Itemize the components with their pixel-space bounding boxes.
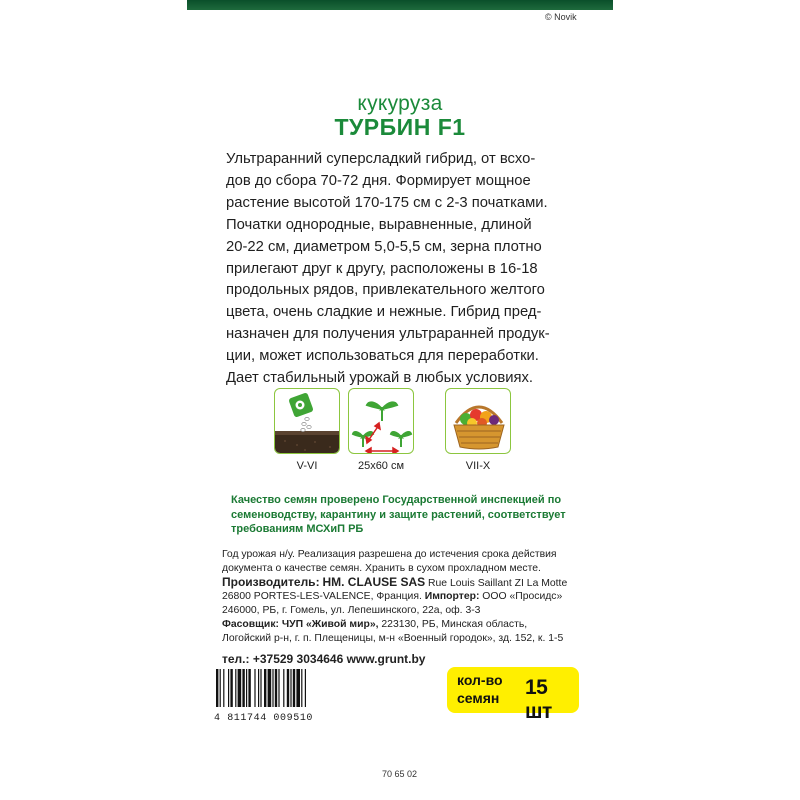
barcode-bar (246, 669, 247, 707)
barcode-bar (248, 669, 250, 707)
barcode-bar (290, 669, 291, 707)
barcode-bar (235, 669, 236, 707)
sowing-period: V-VI (296, 460, 318, 472)
barcode-bar (258, 669, 259, 707)
description-line: назначен для получения ультраранней продук- (226, 326, 550, 343)
producer-name: HM. CLAUSE SAS (322, 575, 426, 589)
producer-address-2: 26800 PORTES-LES-VALENCE, Франция. (222, 591, 422, 602)
barcode-bar (228, 669, 229, 707)
seed-count-value: 15 шт (525, 676, 552, 723)
barcode-bar (301, 669, 302, 707)
description-line: 20-22 см, диаметром 5,0-5,5 см, зерна плотно (226, 238, 542, 255)
barcode-bar (223, 669, 224, 707)
barcode-bar (238, 669, 242, 707)
barcode-bar (283, 669, 284, 707)
importer-name: ООО «Просидс» (479, 591, 563, 602)
description (226, 149, 576, 390)
quality-line: требованиям МСХиП РБ (231, 523, 364, 536)
copyright-text: © Novik (545, 12, 577, 22)
description-line: растение высотой 170-175 см с 2-3 початками. (226, 194, 548, 211)
barcode-bar (230, 669, 232, 707)
barcode-bar (296, 669, 300, 707)
producer-label: Производитель: (222, 575, 320, 589)
spacing-icon (348, 388, 414, 454)
packer-address-2: Логойский р-н, г. п. Плещеницы, м-н «Военный городок», зд. 152, к. 1-5 (222, 633, 564, 644)
barcode-bar (242, 669, 244, 707)
harvest-year-note: Год урожая н/у. Реализация разрешена до истечения срока действия (222, 549, 557, 560)
quality-statement (231, 493, 581, 537)
barcode-bar (268, 669, 272, 707)
barcode-bar (216, 669, 218, 707)
barcode-bar (272, 669, 273, 707)
quality-line: семеноводству, карантину и защите растений, соответствует (231, 508, 566, 521)
barcode-bar (278, 669, 279, 707)
variety-title: ТУРБИН F1 (334, 114, 466, 140)
description-line: прилегают друг к другу, расположены в 16-18 (226, 260, 538, 277)
barcode-bar (287, 669, 289, 707)
spacing-value: 25х60 см (357, 460, 405, 472)
barcode-bar (264, 669, 266, 707)
contact-line: тел.: +37529 3034646 www.grunt.by (222, 652, 426, 666)
packer-line (222, 618, 527, 633)
description-line: цвета, очень сладкие и нежные. Гибрид пред- (226, 304, 542, 321)
barcode-bar (254, 669, 255, 707)
barcode-digits: 4 811744 009510 (214, 713, 314, 724)
sowing-icon (274, 388, 340, 454)
importer-address: 246000, РБ, г. Гомель, ул. Лепешинского, 22а, оф. 3-3 (222, 605, 481, 616)
packer-name: ЧУП «Живой мир», (278, 619, 379, 630)
description-line: ции, может использоваться для переработки. (226, 348, 539, 365)
seed-count-label-1: кол-во (457, 672, 503, 688)
barcode-bar (260, 669, 261, 707)
storage-note: документа о качестве семян. Хранить в сухом прохладном месте. (222, 563, 541, 574)
barcode-bar (275, 669, 277, 707)
harvest-basket-icon (445, 388, 511, 454)
harvest-period: VII-X (465, 460, 491, 472)
barcode-bars (214, 669, 340, 707)
product-code: 70 65 02 (382, 769, 418, 779)
seed-count-badge (447, 667, 579, 723)
barcode (214, 669, 340, 724)
producer-importer-line (222, 590, 562, 605)
barcode-bar (293, 669, 295, 707)
barcode-bar (305, 669, 306, 707)
description-line: Початки однородные, выравненные, длиной (226, 216, 532, 233)
seed-count-label-2: семян (457, 690, 500, 706)
packer-label: Фасовщик: (222, 619, 279, 630)
description-line: Дает стабильный урожай в любых условиях. (226, 370, 534, 387)
quality-line: Качество семян проверено Государственной инспекцией по (231, 494, 562, 506)
top-green-bar (187, 0, 613, 10)
description-line: дов до сбора 70-72 дня. Формирует мощное (226, 172, 531, 189)
importer-label: Импортер: (421, 591, 480, 602)
description-line: продольных рядов, привлекательного желтого (226, 282, 545, 299)
crop-name: кукуруза (357, 92, 443, 115)
description-line: Ультраранний суперсладкий гибрид, от всхо- (226, 151, 536, 167)
producer-address: Rue Louis Saillant ZI La Motte (425, 578, 568, 589)
barcode-bar (220, 669, 221, 707)
packer-address: 223130, РБ, Минская область, (378, 619, 528, 630)
